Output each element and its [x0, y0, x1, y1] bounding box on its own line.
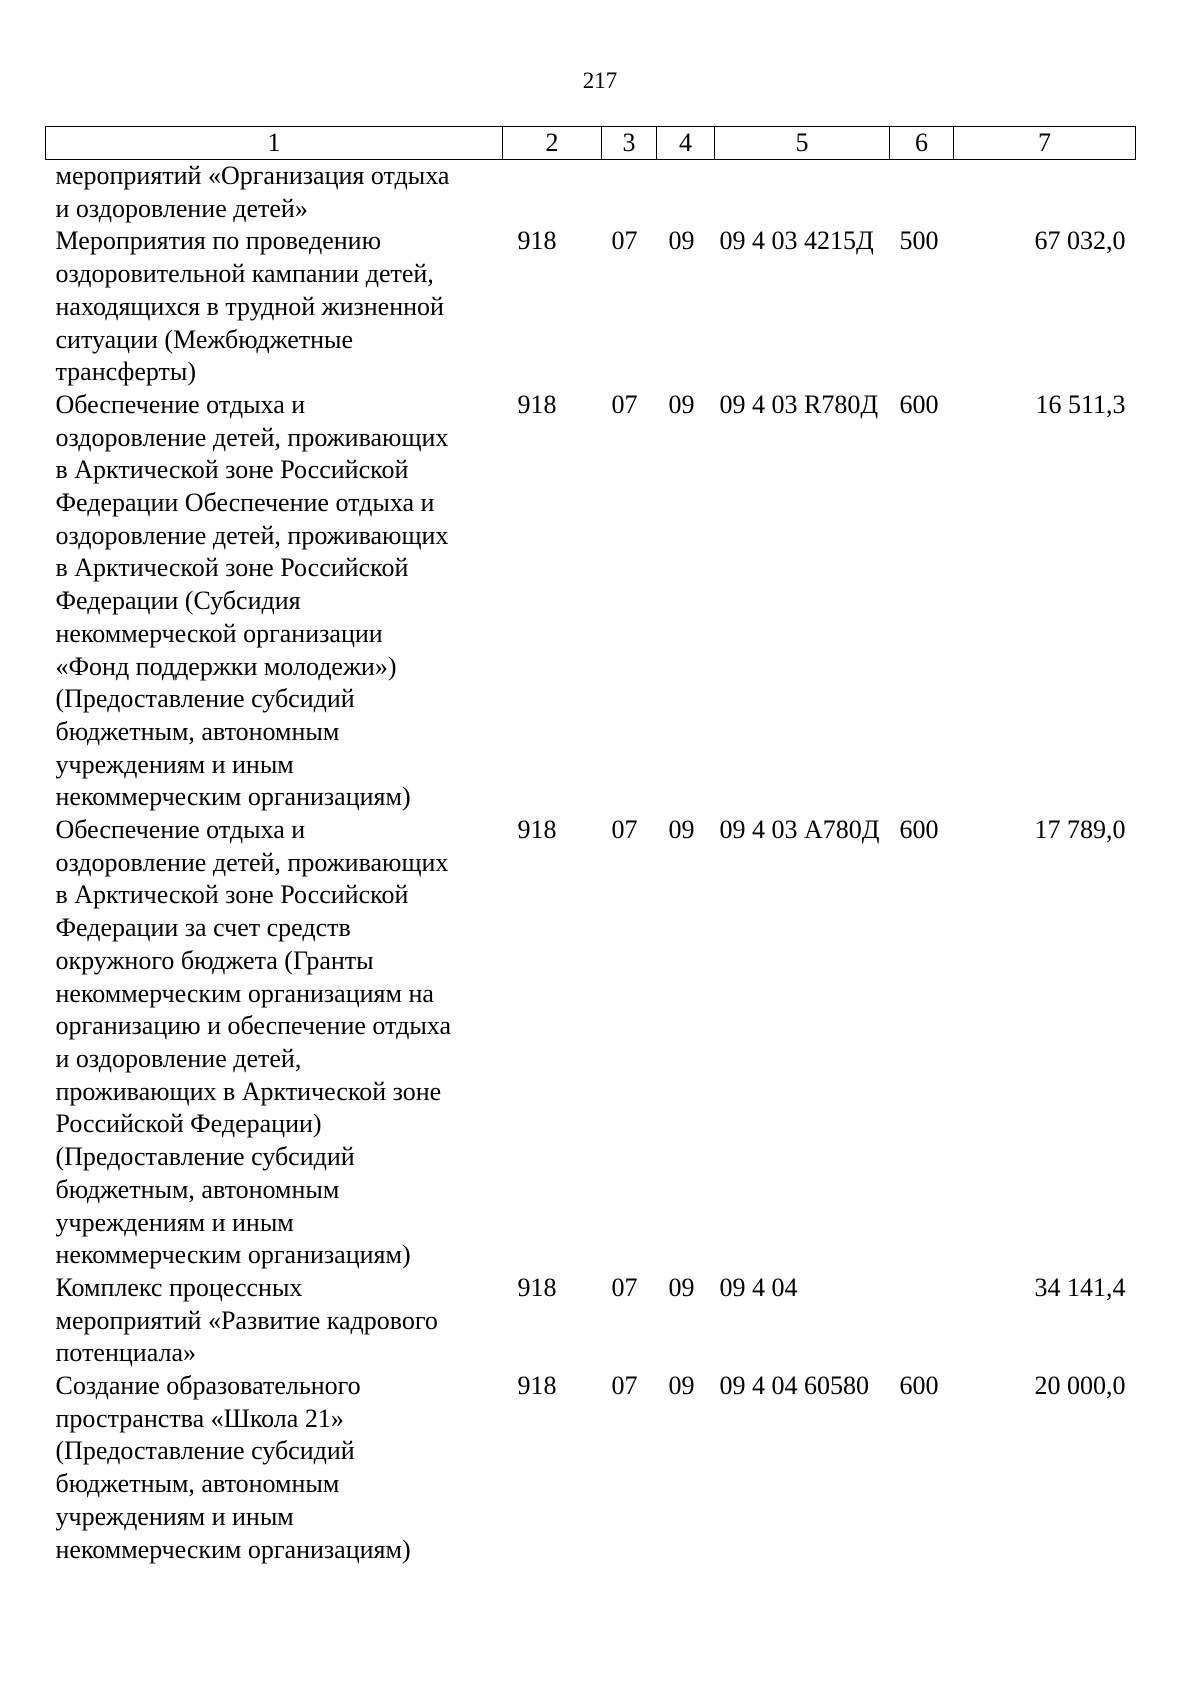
row-name-line: и оздоровление детей»: [55, 193, 308, 223]
subsection-code-cell: 09: [668, 389, 695, 419]
subsection-code-cell: 09: [668, 1272, 695, 1302]
amount-cell: 16 511,3: [1035, 389, 1126, 419]
grbs-code-cell: 918: [517, 815, 557, 845]
amount-cell: 17 789,0: [1034, 815, 1126, 845]
row-name-line: Федерации Обеспечение отдыха и: [55, 488, 435, 518]
row-name-cell: [46, 389, 503, 814]
row-name-line: учреждениям и иным: [55, 1207, 294, 1237]
page-number: 217: [582, 68, 618, 93]
row-name-line: учреждениям и иным: [55, 749, 294, 779]
header-row: [46, 127, 1136, 160]
row-name-line: пространства «Школа 21»: [55, 1403, 344, 1433]
row-name-line: и оздоровление детей,: [55, 1043, 302, 1073]
table-row: [46, 225, 1136, 389]
row-name-line: бюджетным, автономным: [55, 716, 340, 746]
row-name-line: оздоровление детей, проживающих: [55, 520, 449, 550]
grbs-code-cell: [503, 160, 602, 226]
column-header-5: 5: [715, 127, 890, 160]
target-article-code-cell: 09 4 04 60580: [719, 1371, 869, 1401]
row-name-line: некоммерческим организациям на: [55, 978, 434, 1008]
grbs-code-cell: 918: [517, 1272, 557, 1302]
row-name-line: (Предоставление субсидий: [55, 684, 355, 714]
row-name-line: (Предоставление субсидий: [55, 1142, 355, 1172]
row-name-line: потенциала»: [55, 1338, 196, 1368]
row-name-line: окружного бюджета (Гранты: [55, 945, 374, 975]
budget-table: [45, 126, 1136, 1566]
column-header-4: 4: [657, 127, 715, 160]
row-name-line: Комплекс процессных: [55, 1272, 303, 1302]
subsection-code-cell: [657, 160, 715, 226]
expense-type-code-cell: 600: [899, 815, 939, 845]
row-name-line: в Арктической зоне Российской: [55, 553, 409, 583]
target-article-code-cell: 09 4 03 4215Д: [719, 226, 874, 256]
row-name-cell: [46, 814, 503, 1272]
row-name-line: Обеспечение отдыха и: [55, 389, 306, 419]
row-name-line: оздоровление детей, проживающих: [55, 422, 449, 452]
row-name-cell: [46, 160, 503, 226]
table-row: [46, 814, 1136, 1272]
table-header: [46, 127, 1136, 160]
target-article-code-cell: 09 4 04: [719, 1272, 798, 1302]
row-name-line: (Предоставление субсидий: [55, 1436, 355, 1466]
row-name-line: мероприятий «Организация отдыха: [55, 161, 450, 190]
row-name-line: Обеспечение отдыха и: [55, 815, 306, 845]
table-row: [46, 389, 1136, 814]
row-name-line: организацию и обеспечение отдыха: [55, 1011, 451, 1041]
row-name-cell: [46, 1370, 503, 1566]
column-header-2: 2: [503, 127, 602, 160]
grbs-code-cell: 918: [517, 389, 557, 419]
row-name-line: Федерации за счет средств: [55, 913, 351, 943]
row-name-line: находящихся в трудной жизненной: [55, 291, 444, 321]
column-header-3: 3: [602, 127, 657, 160]
table-body: [46, 160, 1136, 1567]
row-name-line: бюджетным, автономным: [55, 1174, 340, 1204]
target-article-code-cell: 09 4 03 R780Д: [719, 389, 879, 419]
subsection-code-cell: 09: [668, 815, 695, 845]
section-code-cell: 07: [611, 1272, 638, 1302]
row-name-line: оздоровительной кампании детей,: [55, 259, 434, 289]
column-header-6: 6: [890, 127, 954, 160]
amount-cell: [954, 160, 1136, 226]
row-name-line: некоммерческим организациям): [55, 1534, 411, 1564]
row-name-line: учреждениям и иным: [55, 1501, 294, 1531]
section-code-cell: [602, 160, 657, 226]
section-code-cell: 07: [611, 815, 638, 845]
row-name-line: ситуации (Межбюджетные: [55, 324, 354, 354]
amount-cell: 67 032,0: [1034, 226, 1126, 256]
row-name-line: некоммерческой организации: [55, 618, 383, 648]
table-row: [46, 160, 1136, 226]
column-header-7: 7: [954, 127, 1136, 160]
row-name-line: в Арктической зоне Российской: [55, 880, 409, 910]
row-name-line: оздоровление детей, проживающих: [55, 847, 449, 877]
column-header-1: 1: [46, 127, 503, 160]
subsection-code-cell: 09: [668, 1371, 695, 1401]
expense-type-code-cell: [890, 1272, 954, 1370]
row-name-line: мероприятий «Развитие кадрового: [55, 1305, 438, 1335]
row-name-line: Мероприятия по проведению: [55, 226, 382, 256]
amount-cell: 20 000,0: [1034, 1371, 1126, 1401]
row-name-line: трансферты): [55, 357, 197, 387]
amount-cell: 34 141,4: [1034, 1272, 1126, 1302]
table-row: [46, 1272, 1136, 1370]
grbs-code-cell: 918: [517, 1371, 557, 1401]
row-name-line: Российской Федерации): [55, 1109, 322, 1139]
row-name-line: «Фонд поддержки молодежи»): [55, 651, 397, 681]
row-name-line: некоммерческим организациям): [55, 782, 411, 812]
row-name-line: Федерации (Субсидия: [55, 586, 301, 616]
section-code-cell: 07: [611, 1371, 638, 1401]
section-code-cell: 07: [611, 226, 638, 256]
row-name-line: в Арктической зоне Российской: [55, 455, 409, 485]
table-row: [46, 1370, 1136, 1566]
row-name-line: некоммерческим организациям): [55, 1240, 411, 1270]
row-name-line: Создание образовательного: [55, 1371, 361, 1401]
row-name-line: бюджетным, автономным: [55, 1469, 340, 1499]
row-name-line: проживающих в Арктической зоне: [55, 1076, 442, 1106]
target-article-code-cell: 09 4 03 А780Д: [719, 815, 880, 845]
subsection-code-cell: 09: [668, 226, 695, 256]
expense-type-code-cell: 600: [899, 1371, 939, 1401]
row-name-cell: [46, 225, 503, 389]
grbs-code-cell: 918: [517, 226, 557, 256]
row-name-cell: [46, 1272, 503, 1370]
expense-type-code-cell: 500: [899, 226, 939, 256]
target-article-code-cell: [715, 160, 890, 226]
section-code-cell: 07: [611, 389, 638, 419]
expense-type-code-cell: [890, 160, 954, 226]
expense-type-code-cell: 600: [899, 389, 939, 419]
